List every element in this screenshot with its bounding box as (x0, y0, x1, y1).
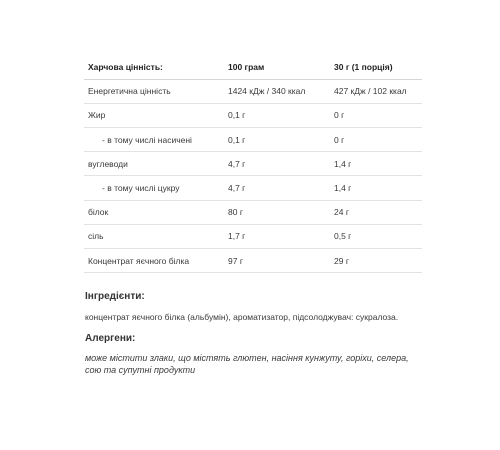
row-name: Концентрат яєчного білка (84, 249, 224, 273)
row-per-100g: 1,7 г (224, 224, 330, 248)
row-name: вуглеводи (84, 152, 224, 176)
table-row (84, 128, 422, 152)
row-per-100g: 4,7 г (224, 176, 330, 200)
ingredients-text: концентрат яєчного білка (альбумін), ароматизатор, підсолоджувач: сукралоза. (85, 312, 399, 322)
row-name: - в тому числі цукру (84, 176, 224, 200)
ingredients-title: Інгредієнти: (85, 291, 145, 302)
table-row (84, 249, 422, 273)
row-per-serving: 1,4 г (330, 176, 422, 200)
table-row (84, 176, 422, 200)
table-row (84, 103, 422, 127)
row-per-100g: 97 г (224, 249, 330, 273)
header-per-serving: 30 г (1 порція) (330, 55, 422, 79)
row-name: Жир (84, 103, 224, 127)
table-row (84, 152, 422, 176)
table-header-row (84, 55, 422, 79)
allergens-title: Алергени: (85, 333, 136, 344)
table-row (84, 200, 422, 224)
table-row (84, 224, 422, 248)
row-per-serving: 0,5 г (330, 224, 422, 248)
row-per-serving: 0 г (330, 103, 422, 127)
row-per-100g: 0,1 г (224, 103, 330, 127)
row-name: білок (84, 200, 224, 224)
row-per-serving: 427 кДж / 102 ккал (330, 79, 422, 103)
row-per-100g: 80 г (224, 200, 330, 224)
row-name: сіль (84, 224, 224, 248)
table-row (84, 79, 422, 103)
row-per-serving: 24 г (330, 200, 422, 224)
row-name: - в тому числі насичені (84, 128, 224, 152)
nutrition-table (84, 55, 422, 273)
row-per-100g: 1424 кДж / 340 ккал (224, 79, 330, 103)
row-per-serving: 0 г (330, 128, 422, 152)
row-per-serving: 1,4 г (330, 152, 422, 176)
allergens-text: може містити злаки, що містять глютен, насіння кунжуту, горіхи, селера, сою та супутні продукти (85, 353, 409, 375)
row-per-serving: 29 г (330, 249, 422, 273)
row-per-100g: 0,1 г (224, 128, 330, 152)
header-per-100g: 100 грам (224, 55, 330, 79)
header-nutrition-value: Харчова цінність: (84, 55, 224, 79)
row-per-100g: 4,7 г (224, 152, 330, 176)
row-name: Енергетична цінність (84, 79, 224, 103)
